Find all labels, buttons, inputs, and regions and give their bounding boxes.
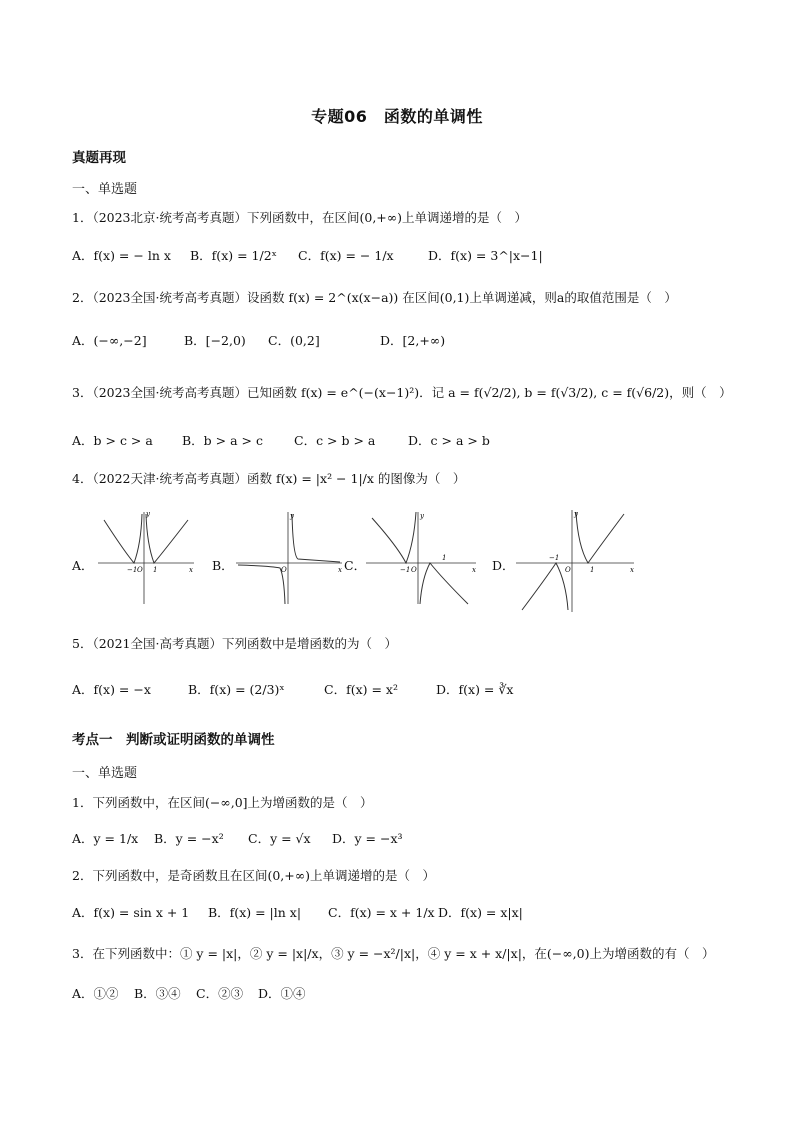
q4d-neg-one: −1 [549, 554, 560, 562]
q1-option-d: D．f(x) = 3^|x−1| [428, 248, 543, 263]
q4a-neg-one: −1 [127, 566, 138, 574]
topic1-question-3-stem: 3．在下列函数中：① y = |x|，② y = |x|/x，③ y = −x²/|x|，④ y = x + x/|x|，在(−∞,0)上为增函数的有（ ） [72, 946, 715, 961]
q4d-one: 1 [590, 566, 595, 574]
t1q3-option-b: B．③④ [134, 986, 181, 1001]
q3-option-d: D．c > a > b [408, 433, 490, 448]
t1q1-option-a: A．y = 1/x [72, 831, 139, 846]
q2-option-d: D．[2,+∞) [380, 333, 446, 348]
t1q3-option-c: C．②③ [196, 986, 244, 1001]
t1q3-option-d: D．①④ [258, 986, 306, 1001]
q4-option-d: D． [492, 558, 515, 573]
q4a-y-label: y [146, 510, 150, 518]
q4a-origin: O [137, 566, 143, 574]
q3-option-b: B．b > a > c [182, 433, 263, 448]
t1q2-option-a: A．f(x) = sin x + 1 [72, 905, 190, 920]
t1q1-option-b: B．y = −x² [154, 831, 224, 846]
question-4-stem: 4．（2022天津·统考高考真题）函数 f(x) = |x² − 1|/x 的图像为（ ） [72, 471, 466, 486]
q2-option-c: C．(0,2] [268, 333, 320, 348]
section-2-subheading-single-choice: 一、单选题 [72, 766, 138, 781]
q4d-y-label: y [574, 510, 578, 518]
topic1-question-2-stem: 2．下列函数中，是奇函数且在区间(0,+∞)上单调递增的是（ ） [72, 868, 436, 883]
section-subheading-single-choice: 一、单选题 [72, 182, 138, 197]
t1q2-option-b: B．f(x) = |ln x| [208, 905, 302, 920]
q1-option-b: B．f(x) = 1/2ˣ [190, 248, 277, 263]
t1q2-option-d: D．f(x) = x|x| [438, 905, 523, 920]
q4-option-a: A． [72, 558, 94, 573]
q4b-origin: O [281, 566, 287, 574]
q4d-origin: O [565, 566, 571, 574]
q4b-y-label: y [290, 512, 294, 520]
q4c-neg-one: −1 [400, 566, 411, 574]
q4a-one: 1 [153, 566, 158, 574]
section-heading-topic-1: 考点一 判断或证明函数的单调性 [72, 732, 275, 748]
topic1-question-1-stem: 1．下列函数中，在区间(−∞,0]上为增函数的是（ ） [72, 795, 373, 810]
q1-option-a: A．f(x) = − ln x [72, 248, 171, 263]
q4c-y-label: y [420, 512, 424, 520]
q5-option-b: B．f(x) = (2/3)ˣ [188, 682, 285, 697]
question-3-stem: 3．（2023全国·统考高考真题）已知函数 f(x) = e^(−(x−1)²)．记 a = f(√2/2), b = f(√3/2), c = f(√6/2)，则（ ） [72, 385, 732, 400]
q5-option-d: D．f(x) = ∛x [436, 682, 514, 697]
q4-option-b: B． [212, 558, 234, 573]
question-5-stem: 5．（2021全国·高考真题）下列函数中是增函数的为（ ） [72, 636, 397, 651]
question-1-stem: 1．（2023北京·统考高考真题）下列函数中，在区间(0,+∞)上单调递增的是（ ） [72, 210, 528, 225]
q4-graph-b [232, 506, 346, 608]
question-2-stem: 2．（2023全国·统考高考真题）设函数 f(x) = 2^(x(x−a)) 在区间(0,1)上单调递减，则a的取值范围是（ ） [72, 290, 677, 305]
q4b-x-label: x [338, 566, 342, 574]
q4c-x-label: x [472, 566, 476, 574]
t1q2-option-c: C．f(x) = x + 1/x [328, 905, 435, 920]
q2-option-b: B．[−2,0) [184, 333, 246, 348]
page-title: 专题06 函数的单调性 [311, 107, 483, 126]
q4c-origin: O [411, 566, 417, 574]
section-heading-real-exam: 真题再现 [72, 150, 126, 166]
q4-option-c: C． [344, 558, 367, 573]
t1q1-option-c: C．y = √x [248, 831, 311, 846]
q4a-x-label: x [189, 566, 193, 574]
q5-option-c: C．f(x) = x² [324, 682, 398, 697]
t1q1-option-d: D．y = −x³ [332, 831, 403, 846]
q4-graph-d [512, 506, 638, 616]
q4-graph-c [362, 506, 480, 608]
q5-option-a: A．f(x) = −x [72, 682, 151, 697]
q3-option-c: C．c > b > a [294, 433, 376, 448]
q1-option-c: C．f(x) = − 1/x [298, 248, 394, 263]
q4d-x-label: x [630, 566, 634, 574]
q4-graph-a [94, 506, 198, 608]
t1q3-option-a: A．①② [72, 986, 119, 1001]
q2-option-a: A．(−∞,−2] [72, 333, 147, 348]
q3-option-a: A．b > c > a [72, 433, 153, 448]
q4c-one: 1 [442, 554, 447, 562]
